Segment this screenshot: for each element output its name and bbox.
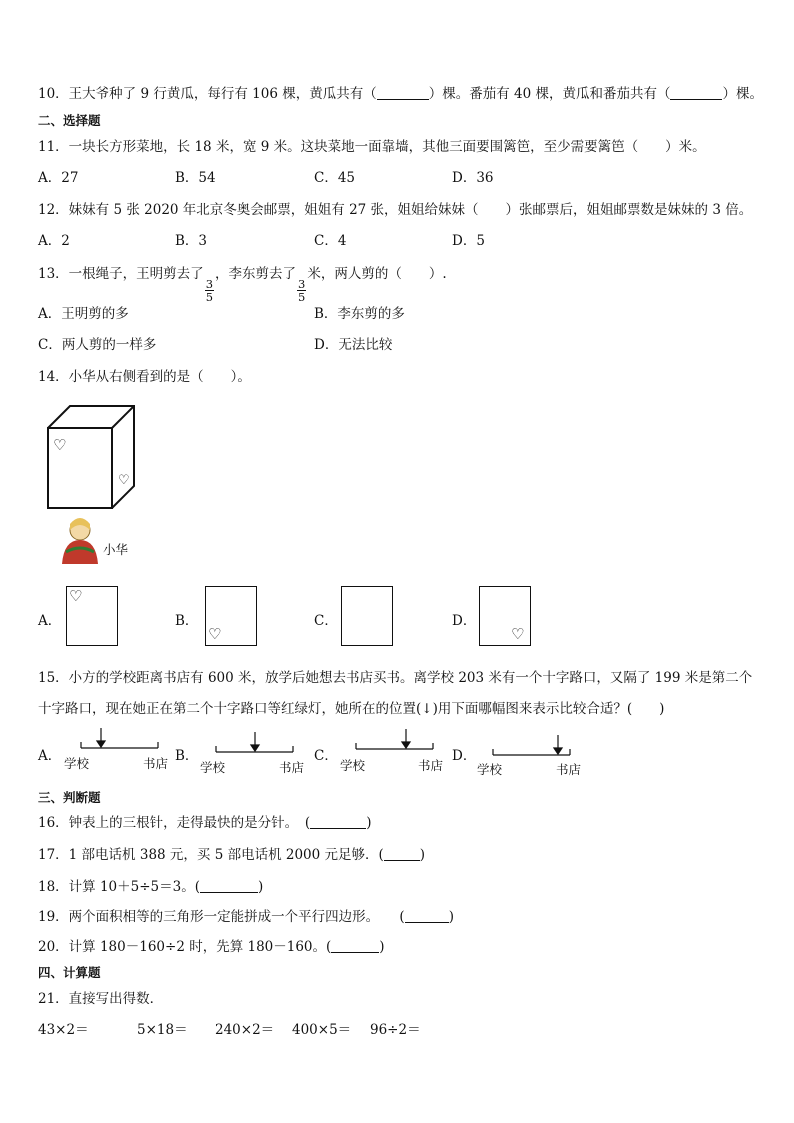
question-13-stem (38, 262, 447, 303)
question-16 (38, 811, 371, 831)
q13-option-a[interactable]: A．王明剪的多 (38, 306, 129, 322)
q15-option-b[interactable]: B． (175, 748, 199, 764)
q18-text: 18．计算 10＋5÷5＝3。( (38, 879, 200, 895)
q13-frac2-numerator: 3 (298, 277, 306, 291)
q16-text: 16．钟表上的三根针，走得最快的是分针。 ( (38, 815, 311, 831)
q15-b-school-label: 学校 (200, 760, 226, 775)
q20-text: 20．计算 180－160÷2 时，先算 180－160。( (38, 939, 332, 955)
q14-option-a[interactable]: A． (38, 613, 62, 629)
question-14-stem: 14．小华从右侧看到的是（ ）。 (38, 369, 251, 385)
q15-option-d[interactable]: D． (452, 748, 477, 764)
question-20 (38, 935, 385, 955)
q10-text-2: ）棵。番茄有 40 棵，黄瓜和番茄共有（ (428, 86, 671, 102)
q15-a-bookstore-label: 书店 (143, 756, 169, 771)
heart-icon: ♡ (118, 473, 130, 488)
q13-part-2: ，李东剪去了 (215, 266, 297, 282)
q19-answer-blank[interactable] (405, 908, 449, 923)
q18-close-paren: ) (258, 879, 264, 895)
q15-option-d-diagram[interactable] (0, 0, 1, 1)
question-11-stem: 11．一块长方形菜地，长 18 米，宽 9 米。这块菜地一面靠墙，其他三面要围篱笆，至少需要篱笆（ ）米。 (38, 139, 706, 155)
q13-part-1: 13．一根绳子，王明剪去了 (38, 266, 204, 282)
q18-answer-blank[interactable] (200, 878, 258, 893)
section-calc-heading: 四、计算题 (38, 965, 101, 980)
heart-icon: ♡ (511, 625, 525, 643)
q17-answer-blank[interactable] (384, 846, 420, 861)
q13-frac1-denominator: 5 (205, 290, 214, 304)
q16-close-paren: ) (366, 815, 372, 831)
q13-fraction-1 (205, 278, 214, 303)
heart-icon: ♡ (53, 436, 67, 454)
q12-option-a[interactable]: A．2 (38, 233, 70, 249)
q14-option-c-figure[interactable] (341, 586, 393, 646)
q21-item-5: 96÷2＝ (370, 1022, 421, 1038)
q15-option-a[interactable]: A． (38, 748, 62, 764)
q14-option-b-figure[interactable] (205, 586, 257, 646)
q10-answer-blank-1[interactable] (377, 85, 429, 100)
q19-text: 19．两个面积相等的三角形一定能拼成一个平行四边形。 ( (38, 909, 405, 925)
q15-c-bookstore-label: 书店 (418, 758, 444, 773)
q17-close-paren: ) (419, 847, 426, 863)
q14-option-d[interactable]: D． (452, 613, 477, 629)
q14-option-b[interactable]: B． (175, 613, 199, 629)
person-label: 小华 (103, 542, 129, 557)
q15-option-c[interactable]: C． (314, 748, 338, 764)
question-19 (38, 905, 454, 925)
q13-fraction-2 (297, 278, 306, 303)
question-12-stem: 12．妹妹有 5 张 2020 年北京冬奥会邮票，姐姐有 27 张，姐姐给妹妹（ ）张邮票后，姐姐邮票数是妹妹的 3 倍。 (38, 202, 753, 218)
q15-c-school-label: 学校 (340, 758, 366, 773)
heart-icon: ♡ (208, 625, 222, 643)
question-15-line-2: 十字路口，现在她正在第二个十字路口等红绿灯，她所在的位置(↓)用下面哪幅图来表示比较合适？( ) (38, 701, 665, 717)
q21-item-1: 43×2＝ (38, 1022, 89, 1038)
q12-option-d[interactable]: D．5 (452, 233, 485, 249)
section-judge-heading: 三、判断题 (38, 790, 101, 805)
question-18 (38, 875, 263, 895)
q20-close-paren: ) (379, 939, 385, 955)
q10-text-1: 10．王大爷种了 9 行黄瓜，每行有 106 棵，黄瓜共有（ (38, 86, 377, 102)
q13-option-c[interactable]: C．两人剪的一样多 (38, 337, 157, 353)
q13-frac1-numerator: 3 (205, 277, 214, 291)
q10-text-3: ）棵。 (722, 86, 763, 102)
q15-d-school-label: 学校 (477, 762, 503, 777)
q11-option-a[interactable]: A．27 (38, 170, 79, 186)
q12-option-b[interactable]: B．3 (175, 233, 208, 249)
q11-option-b[interactable]: B．54 (175, 170, 216, 186)
q14-option-c[interactable]: C． (314, 613, 338, 629)
q19-close-paren: ) (448, 909, 454, 925)
q17-text: 17．1 部电话机 388 元，买 5 部电话机 2000 元足够．( (38, 847, 384, 863)
question-15-line-1: 15．小方的学校距离书店有 600 米，放学后她想去书店买书。离学校 203 米有一个十字路口，又隔了 199 米是第二个 (38, 670, 753, 686)
q15-b-bookstore-label: 书店 (279, 760, 305, 775)
q13-part-3: 米，两人剪的（ ）. (307, 266, 447, 282)
q12-option-c[interactable]: C．4 (314, 233, 347, 249)
q10-answer-blank-2[interactable] (670, 85, 722, 100)
q21-item-4: 400×5＝ (292, 1022, 352, 1038)
cube-back-edges (48, 406, 134, 508)
section-choice-heading: 二、选择题 (38, 113, 101, 128)
q14-option-a-figure[interactable] (66, 586, 118, 646)
question-21-stem: 21．直接写出得数． (38, 991, 164, 1007)
heart-icon: ♡ (69, 587, 83, 605)
question-17 (38, 843, 425, 863)
q21-item-2: 5×18＝ (137, 1022, 188, 1038)
q16-answer-blank[interactable] (310, 814, 366, 829)
q15-a-school-label: 学校 (64, 756, 90, 771)
q14-option-d-figure[interactable] (479, 586, 531, 646)
q13-option-b[interactable]: B．李东剪的多 (314, 306, 405, 322)
q11-option-c[interactable]: C．45 (314, 170, 356, 186)
q13-option-d[interactable]: D．无法比较 (314, 337, 393, 353)
q11-option-d[interactable]: D．36 (452, 170, 494, 186)
q15-d-bookstore-label: 书店 (556, 762, 582, 777)
cube-top-right-edge (112, 406, 134, 428)
q21-item-3: 240×2＝ (215, 1022, 275, 1038)
q20-answer-blank[interactable] (331, 938, 379, 953)
q13-frac2-denominator: 5 (298, 290, 306, 304)
question-10 (38, 82, 763, 102)
